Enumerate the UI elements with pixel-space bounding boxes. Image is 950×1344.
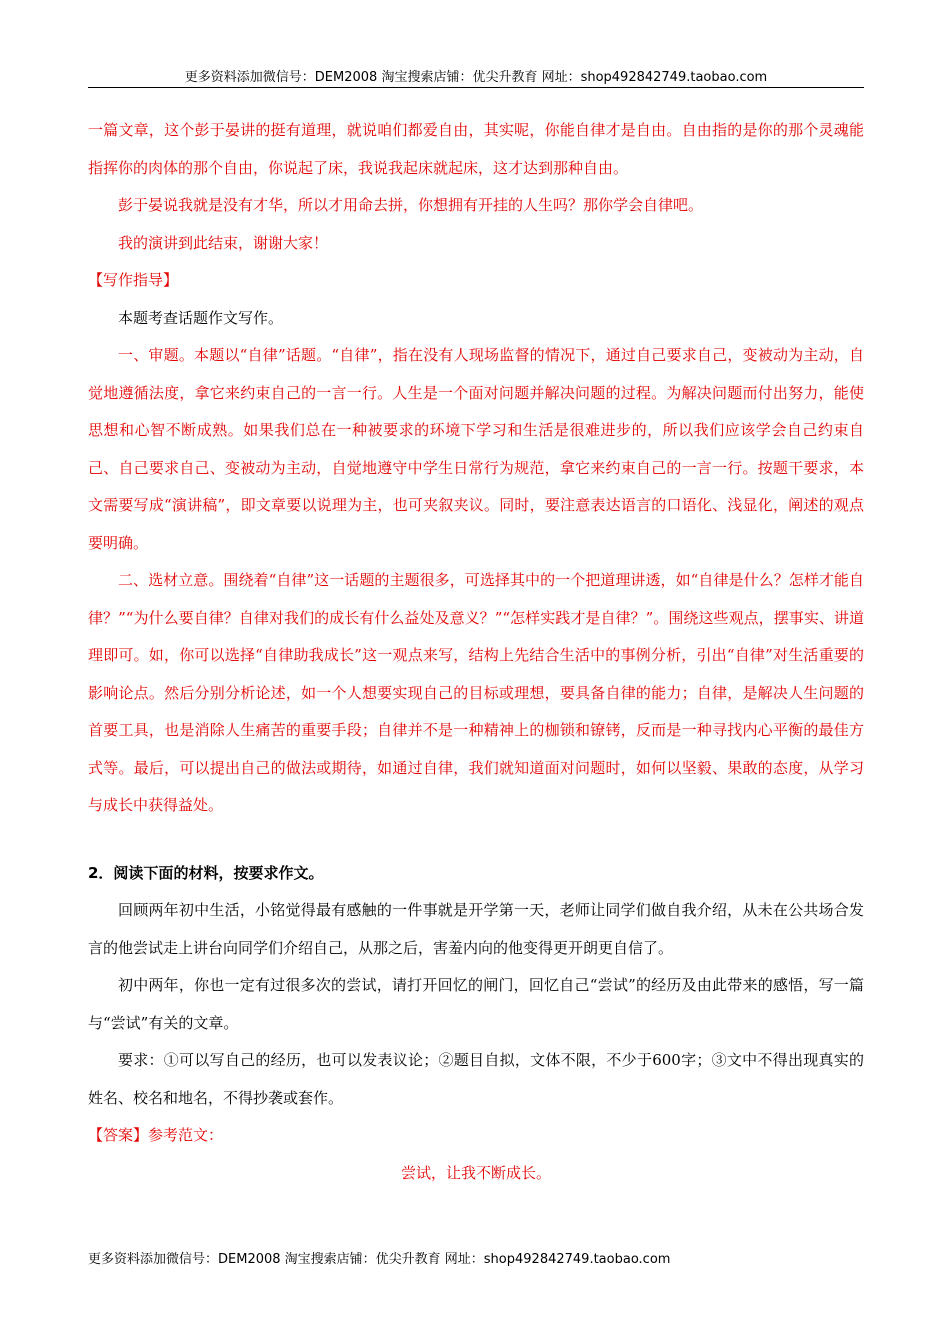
- page-content: [88, 112, 864, 1192]
- question-2-title: 2．阅读下面的材料，按要求作文。: [88, 863, 324, 882]
- answer-line: [88, 1117, 864, 1155]
- writing-guide-point-2: 二、选材立意。围绕着“自律”这一话题的主题很多，可选择其中的一个把道理讲透，如“自律是什么？怎样才能自律？”“为什么要自律？自律对我们的成长有什么益处及意义？”“怎样实践才是自律？”。围绕这些观点，摆事实、讲道理即可。如，你可以选择“自律助我成长”这一观点来写，结构上先结合生活中的事例分析，引出“自律”对生活重要的影响论点。然后分别分析论述，如一个人想要实现自己的目标或理想，要具备自律的能力；自律，是解决人生问题的首要工具，也是消除人生痛苦的重要手段；自律并不是一种精神上的枷锁和镣铐，反而是一种寻找内心平衡的最佳方式等。最后，可以提出自己的做法或期待，如通过自律，我们就知道面对问题时，如何以坚毅、果敢的态度，从学习与成长中获得益处。: [88, 571, 864, 814]
- question-2-material: 回顾两年初中生活，小铭觉得最有感触的一件事就是开学第一天，老师让同学们做自我介绍，从未在公共场合发言的他尝试走上讲台向同学们介绍自己，从那之后，害羞内向的他变得更开朗更自信了。: [88, 901, 864, 957]
- essay-paragraph-2: 彭于晏说我就是没有才华，所以才用命去拼，你想拥有开挂的人生吗？那你学会自律吧。: [118, 196, 704, 214]
- page-header: 更多资料添加微信号：DEM2008 淘宝搜索店铺：优尖升教育 网址：shop492842749.taobao.com: [184, 70, 768, 85]
- essay-title: 尝试，让我不断成长。: [400, 1163, 551, 1182]
- essay-paragraph-3: 我的演讲到此结束，谢谢大家！: [118, 233, 329, 252]
- writing-guide-intro: 本题考查话题作文写作。: [118, 308, 284, 327]
- header-divider: [88, 87, 864, 88]
- page-footer: 更多资料添加微信号：DEM2008 淘宝搜索店铺：优尖升教育 网址：shop492842749.taobao.com: [88, 1252, 671, 1267]
- writing-guide-point-1: 一、审题。本题以“自律”话题。“自律”，指在没有人现场监督的情况下，通过自己要求自己，变被动为主动，自觉地遵循法度，拿它来约束自己的一言一行。人生是一个面对问题并解决问题的过程。为解决问题而付出努力，能使思想和心智不断成熟。如果我们总在一种被要求的环境下学习和生活是很难进步的，所以我们应该学会自己约束自己、自己要求自己、变被动为主动，自觉地遵守中学生日常行为规范，拿它来约束自己的一言一行。按题干要求，本文需要写成“演讲稿”，即文章要以说理为主，也可夹叙夹议。同时，要注意表达语言的口语化、浅显化，阐述的观点要明确。: [88, 346, 864, 552]
- question-2-prompt: 初中两年，你也一定有过很多次的尝试，请打开回忆的闸门，回忆自己“尝试”的经历及由此带来的感悟，写一篇与“尝试”有关的文章。: [88, 976, 864, 1032]
- answer-label: 【答案】: [88, 1126, 149, 1144]
- spacer: [88, 825, 864, 855]
- writing-guide-label: 【写作指导】: [88, 271, 179, 289]
- answer-text: 参考范文：: [148, 1126, 224, 1144]
- essay-paragraph-1: 一篇文章，这个彭于晏讲的挺有道理，就说咱们都爱自由，其实呢，你能自律才是自由。自由指的是你的那个灵魂能指挥你的肉体的那个自由，你说起了床，我说我起床就起床，这才达到那种自由。: [88, 121, 864, 177]
- question-2-requirement: 要求：①可以写自己的经历，也可以发表议论；②题目自拟，文体不限，不少于600字；③文中不得出现真实的姓名、校名和地名，不得抄袭或套作。: [88, 1051, 864, 1107]
